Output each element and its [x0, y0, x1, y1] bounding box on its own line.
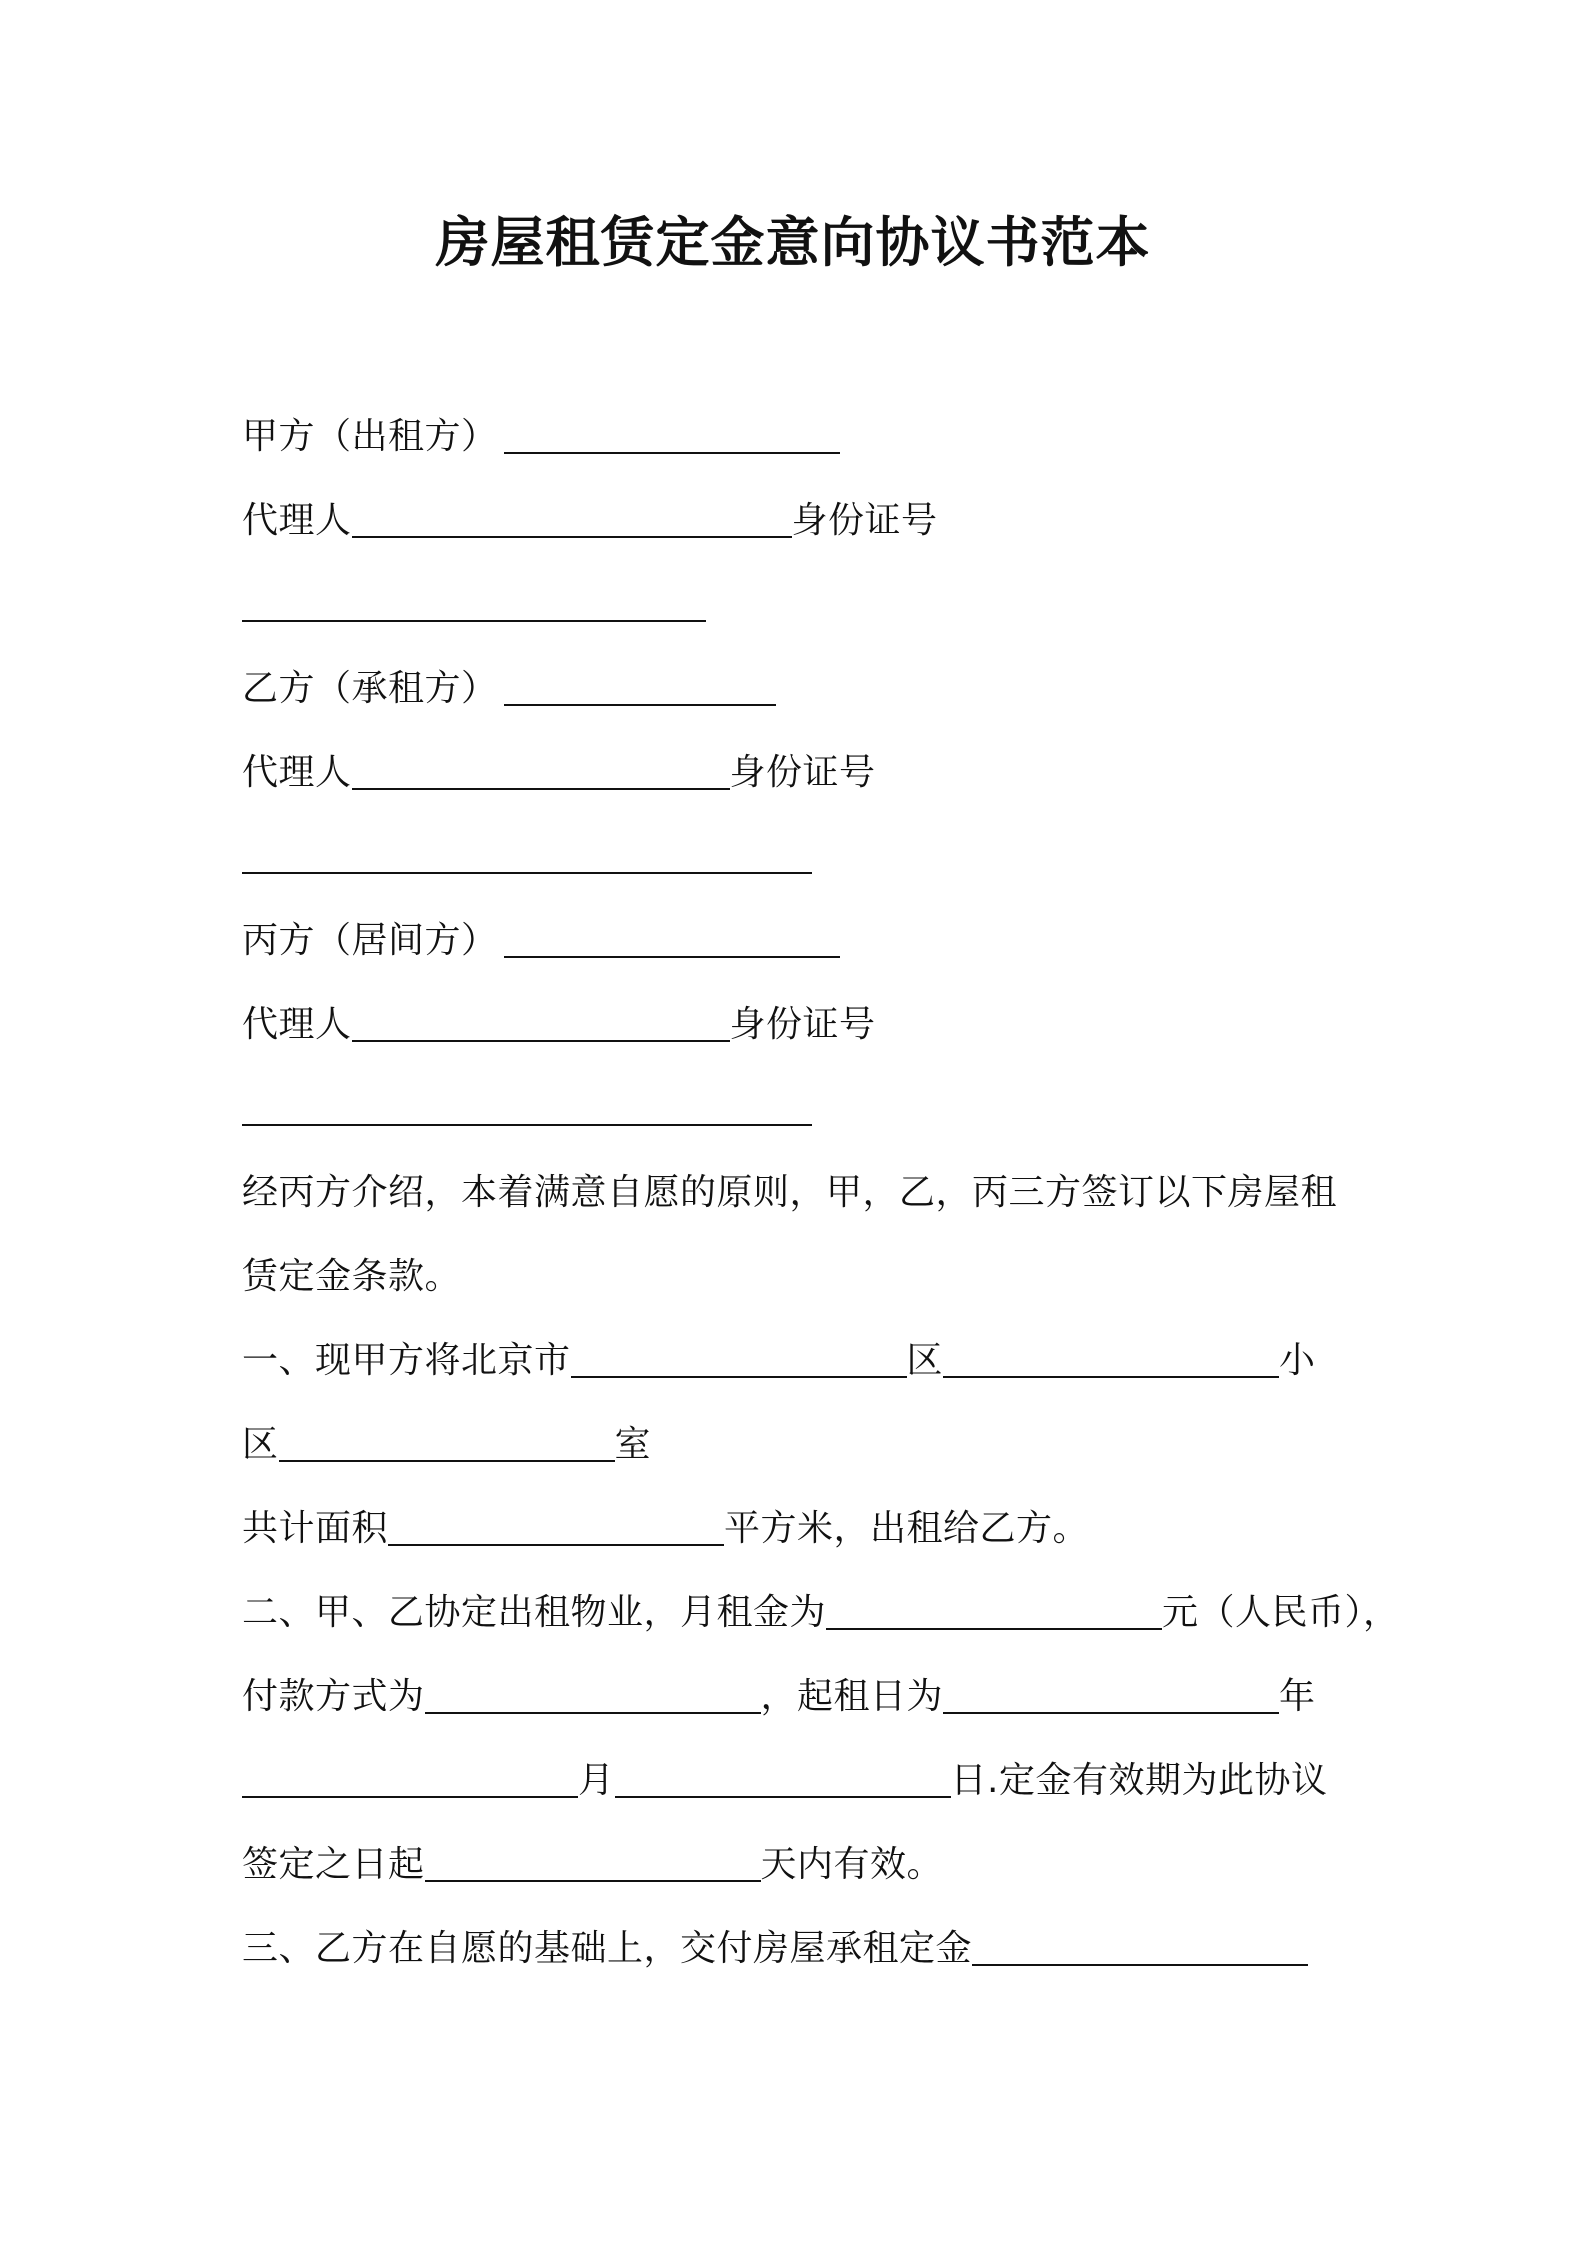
party-c-blank[interactable] — [504, 918, 840, 958]
date-text-a: 月 — [578, 1760, 615, 1801]
party-a-id-blank[interactable] — [242, 582, 706, 622]
area-blank[interactable] — [388, 1506, 724, 1546]
intro-line-1: 经丙方介绍，本着满意自愿的原则，甲，乙，丙三方签订以下房屋租 — [242, 1172, 1338, 1213]
party-a-id-line — [242, 580, 706, 630]
id-label: 身份证号 — [729, 1004, 876, 1045]
clause-3-line — [242, 1924, 1308, 1974]
clause-2-line-1 — [242, 1588, 1400, 1638]
payment-line — [242, 1672, 1316, 1722]
payment-text-b: ，起租日为 — [760, 1676, 944, 1717]
party-b-line — [242, 664, 776, 714]
agent-label: 代理人 — [242, 1004, 352, 1045]
clause-1-text-e: 室 — [614, 1424, 652, 1465]
document-title: 房屋租赁定金意向协议书范本 — [435, 211, 1151, 274]
party-b-agent-blank[interactable] — [352, 750, 730, 790]
clause-1-text-a: 一、现甲方将北京市 — [242, 1340, 571, 1381]
community-blank[interactable] — [279, 1422, 615, 1462]
validity-text-b: 天内有效。 — [760, 1844, 944, 1885]
party-c-id-line — [242, 1084, 812, 1134]
party-a-label: 甲方（出租方） — [242, 416, 498, 457]
date-text-b: 日.定金有效期为此协议 — [950, 1760, 1328, 1801]
party-b-blank[interactable] — [504, 666, 776, 706]
clause-2-text-b: 元（人民币）， — [1162, 1592, 1400, 1633]
area-text-b: 平方米，出租给乙方。 — [724, 1508, 1090, 1549]
party-a-agent-blank[interactable] — [352, 498, 792, 538]
clause-1-text-b: 区 — [906, 1340, 944, 1381]
payment-method-blank[interactable] — [425, 1674, 761, 1714]
payment-text-a: 付款方式为 — [242, 1676, 425, 1717]
id-label: 身份证号 — [791, 500, 938, 541]
party-b-agent-line — [242, 748, 876, 798]
clause-1-text-c: 小 — [1279, 1340, 1316, 1381]
agent-label: 代理人 — [242, 500, 352, 541]
clause-1-text-d: 区 — [242, 1424, 279, 1465]
clause-1-line-1 — [242, 1336, 1316, 1386]
validity-days-blank[interactable] — [425, 1842, 761, 1882]
city-blank[interactable] — [571, 1338, 907, 1378]
party-b-id-line — [242, 832, 812, 882]
id-label: 身份证号 — [729, 752, 876, 793]
clause-3-text-a: 三、乙方在自愿的基础上，交付房屋承租定金 — [242, 1928, 973, 1969]
party-c-agent-blank[interactable] — [352, 1002, 730, 1042]
start-year-blank[interactable] — [943, 1674, 1279, 1714]
start-day-blank[interactable] — [615, 1758, 951, 1798]
deposit-blank[interactable] — [972, 1926, 1308, 1966]
area-text-a: 共计面积 — [242, 1508, 389, 1549]
party-c-line — [242, 916, 840, 966]
party-b-id-blank[interactable] — [242, 834, 812, 874]
date-line — [242, 1756, 1327, 1806]
party-a-agent-line — [242, 496, 938, 546]
party-a-line — [242, 412, 840, 462]
intro-line-2: 赁定金条款。 — [242, 1256, 462, 1297]
clause-1-line-2 — [242, 1420, 651, 1470]
party-c-label: 丙方（居间方） — [242, 920, 498, 961]
payment-text-c: 年 — [1279, 1676, 1316, 1717]
clause-2-text-a: 二、甲、乙协定出租物业，月租金为 — [242, 1592, 827, 1633]
party-c-id-blank[interactable] — [242, 1086, 812, 1126]
area-line — [242, 1504, 1089, 1554]
validity-line — [242, 1840, 943, 1890]
start-month-blank[interactable] — [242, 1758, 578, 1798]
district-blank[interactable] — [943, 1338, 1279, 1378]
agent-label: 代理人 — [242, 752, 352, 793]
party-c-agent-line — [242, 1000, 876, 1050]
party-a-blank[interactable] — [504, 414, 840, 454]
validity-text-a: 签定之日起 — [242, 1844, 425, 1885]
party-b-label: 乙方（承租方） — [242, 668, 498, 709]
rent-blank[interactable] — [826, 1590, 1162, 1630]
